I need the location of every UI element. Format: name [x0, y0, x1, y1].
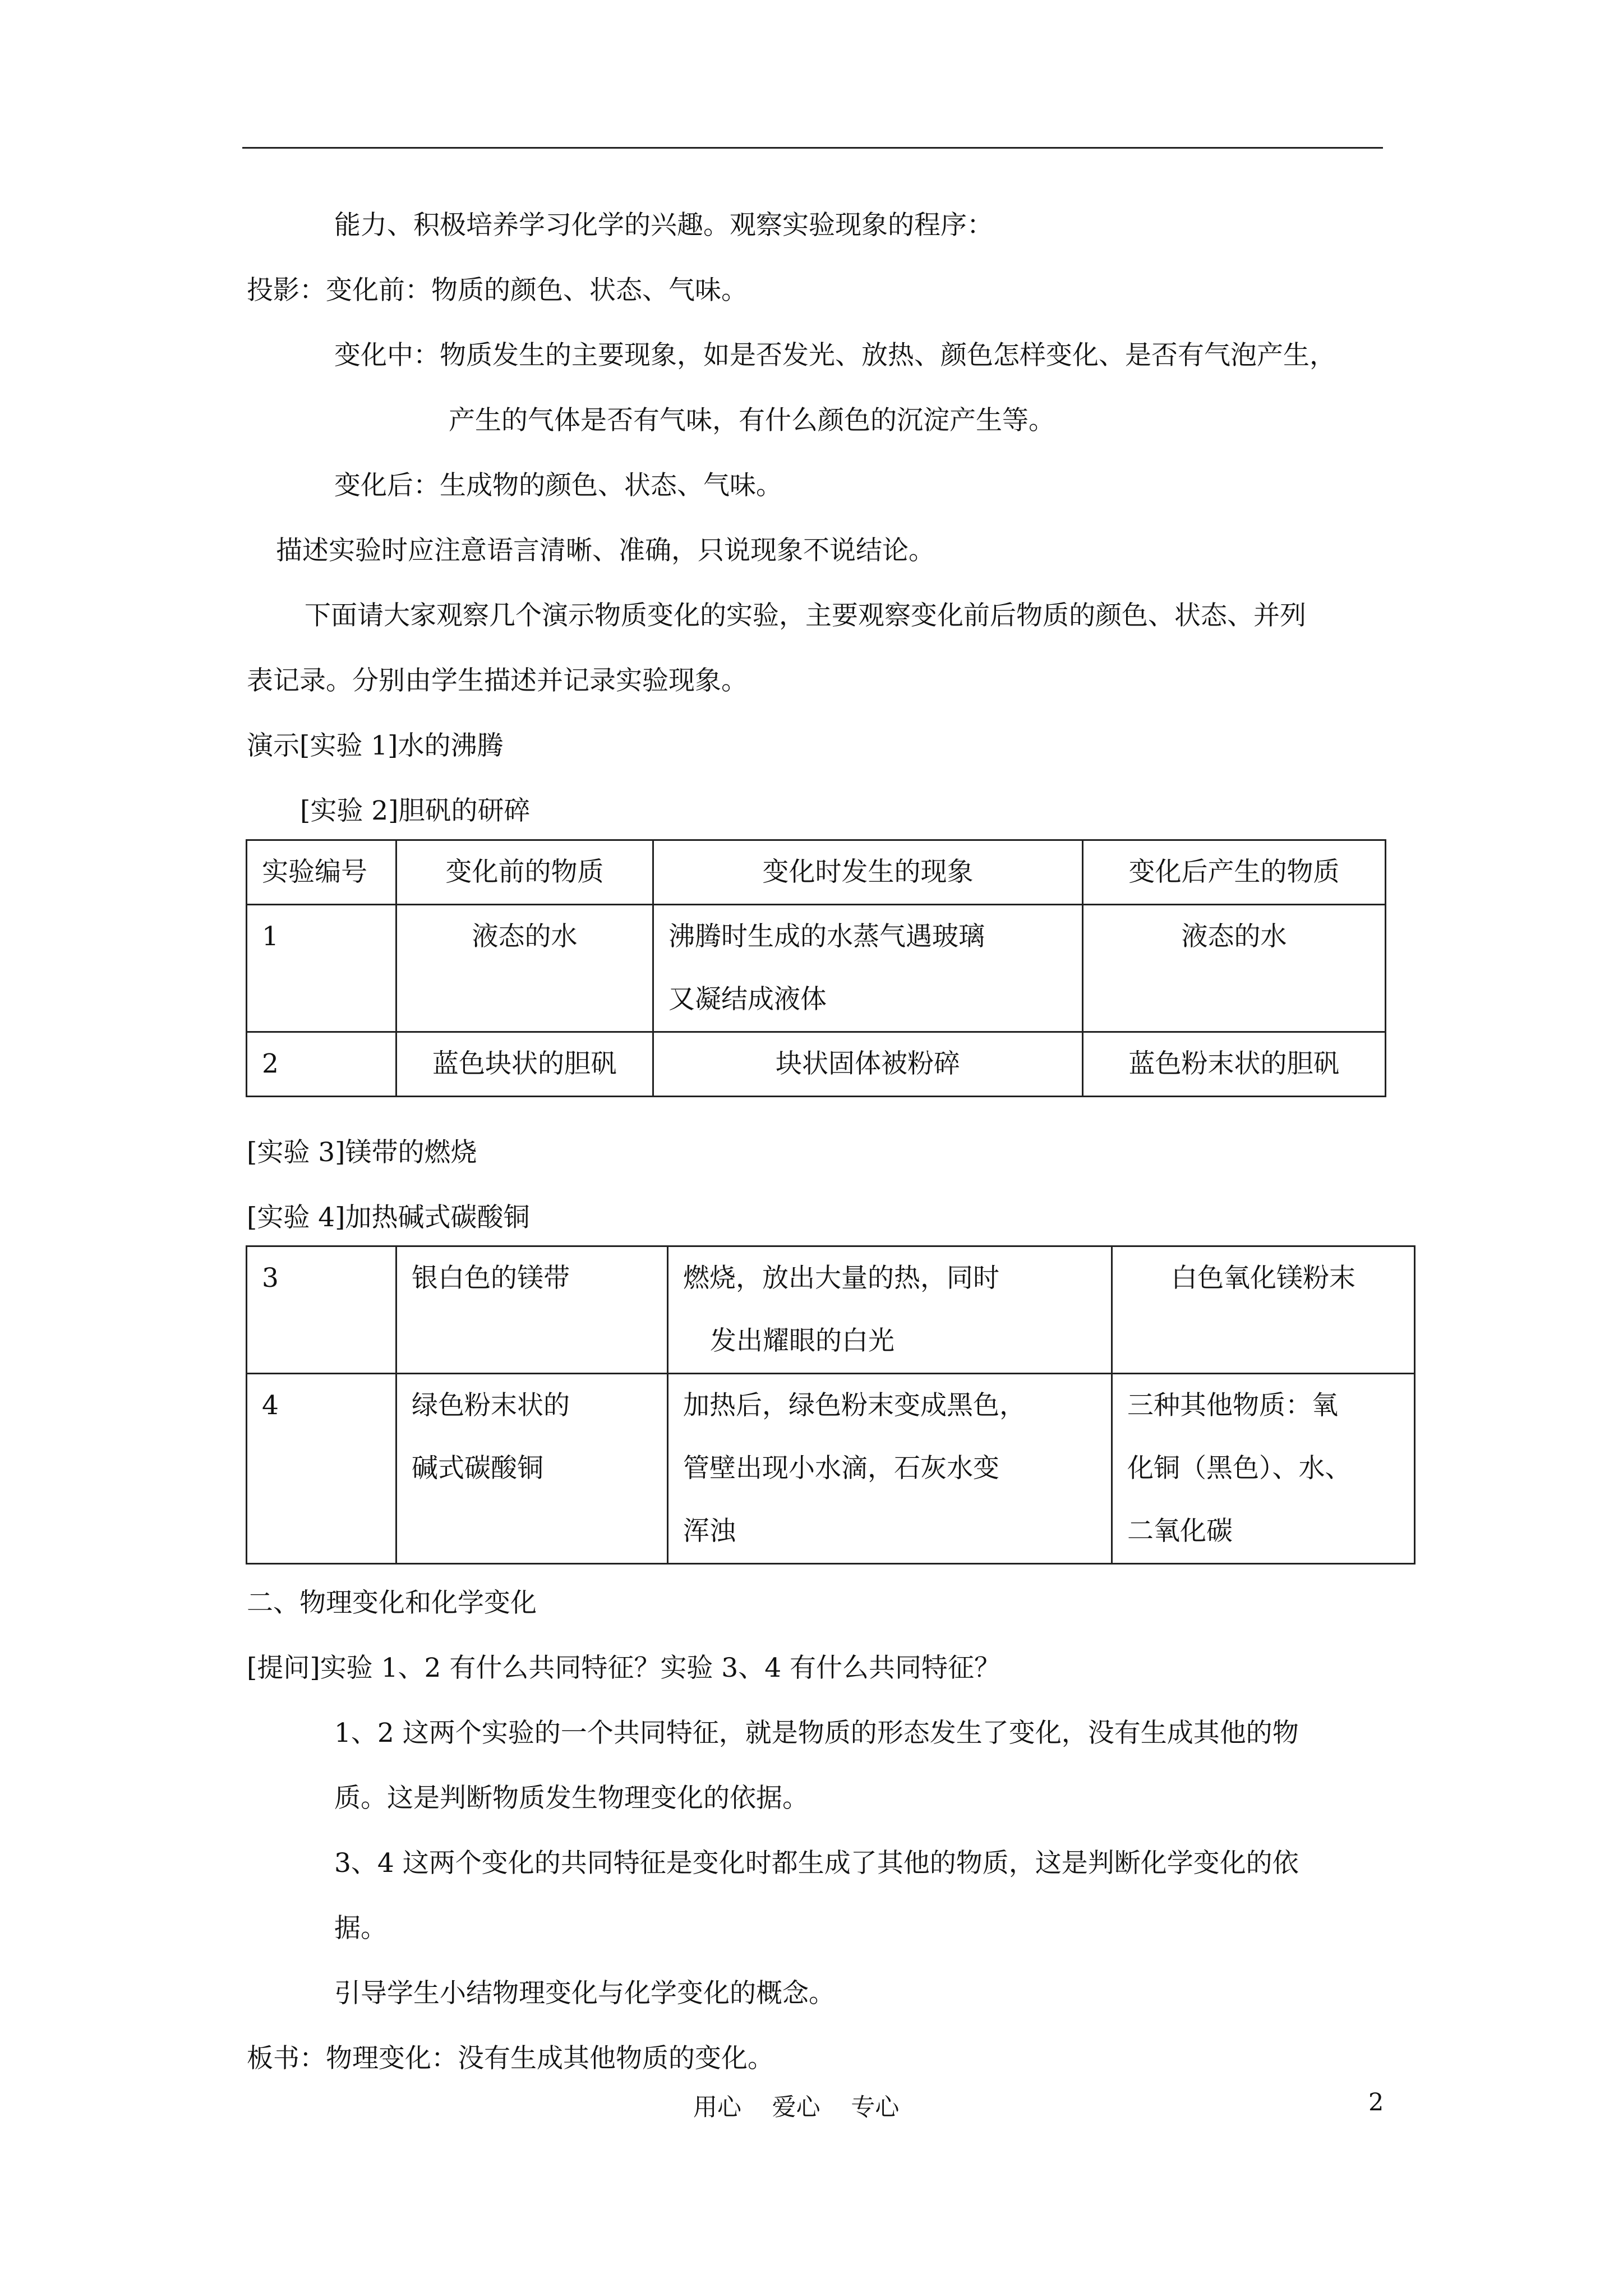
table-row [247, 1246, 1415, 1374]
projection-before: 投影：变化前：物质的颜色、状态、气味。 [247, 275, 748, 306]
cell-before: 蓝色块状的胆矾 [396, 1032, 653, 1097]
board-line: 板书：物理变化：没有生成其他物质的变化。 [247, 2043, 774, 2074]
cell-line: 燃烧，放出大量的热，同时 [683, 1263, 999, 1294]
experiment-3-title: [实验 3]镁带的燃烧 [247, 1137, 477, 1168]
header-cell: 变化后产生的物质 [1083, 840, 1386, 905]
describe-note: 描述实验时应注意语言清晰、准确，只说现象不说结论。 [276, 535, 935, 566]
header-cell: 变化前的物质 [396, 840, 653, 905]
answer2-line2: 据。 [334, 1913, 387, 1944]
table-header-row [247, 840, 1386, 905]
experiment-table-2 [246, 1245, 1415, 1565]
cell-after [1112, 1374, 1415, 1564]
cell-number: 4 [247, 1374, 396, 1564]
cell-line: 化铜（黑色）、水、 [1127, 1453, 1352, 1484]
cell-during [653, 905, 1083, 1032]
table-row [247, 905, 1386, 1032]
section-heading: 二、物理变化和化学变化 [247, 1588, 537, 1618]
cell-during [668, 1374, 1112, 1564]
guide-line: 引导学生小结物理变化与化学变化的概念。 [334, 1978, 835, 2009]
experiment-2-title: [实验 2]胆矾的研碎 [300, 795, 531, 826]
experiment-table-1 [246, 839, 1386, 1097]
cell-before: 银白色的镁带 [396, 1246, 668, 1374]
cell-number: 2 [247, 1032, 396, 1097]
cell-after: 白色氧化镁粉末 [1112, 1246, 1415, 1374]
cell-line: 又凝结成液体 [668, 984, 827, 1015]
cell-line: 浑浊 [683, 1516, 736, 1547]
intro-line1: 下面请大家观察几个演示物质变化的实验，主要观察变化前后物质的颜色、状态、并列 [305, 600, 1306, 631]
table-row [247, 1374, 1415, 1564]
cell-after: 蓝色粉末状的胆矾 [1083, 1032, 1386, 1097]
cell-during [668, 1246, 1112, 1374]
cell-before: 液态的水 [396, 905, 653, 1032]
cell-after: 液态的水 [1083, 905, 1386, 1032]
cell-line: 三种其他物质：氧 [1127, 1390, 1338, 1421]
answer1-line2: 质。这是判断物质发生物理变化的依据。 [334, 1783, 809, 1814]
projection-during-line1: 变化中：物质发生的主要现象，如是否发光、放热、颜色怎样变化、是否有气泡产生， [334, 340, 1336, 371]
answer2-line1: 3、4 这两个变化的共同特征是变化时都生成了其他的物质，这是判断化学变化的依 [334, 1848, 1299, 1879]
footer-motto: 用心 爱心 专心 [693, 2093, 900, 2122]
cell-line: 沸腾时生成的水蒸气遇玻璃 [668, 921, 985, 952]
page-number: 2 [1368, 2088, 1384, 2116]
header-cell: 实验编号 [247, 840, 396, 905]
question-line: [提问]实验 1、2 有什么共同特征？实验 3、4 有什么共同特征？ [247, 1653, 1001, 1683]
paragraph-line: 能力、积极培养学习化学的兴趣。观察实验现象的程序： [334, 210, 993, 241]
projection-during-line2: 产生的气体是否有气味，有什么颜色的沉淀产生等。 [449, 405, 1055, 436]
cell-during: 块状固体被粉碎 [653, 1032, 1083, 1097]
intro-line2: 表记录。分别由学生描述并记录实验现象。 [247, 665, 748, 696]
cell-line: 加热后，绿色粉末变成黑色， [683, 1390, 1026, 1421]
cell-line: 碱式碳酸铜 [412, 1453, 543, 1484]
header-cell: 变化时发生的现象 [653, 840, 1083, 905]
projection-after: 变化后：生成物的颜色、状态、气味。 [334, 470, 782, 501]
cell-before [396, 1374, 668, 1564]
cell-line: 管壁出现小水滴，石灰水变 [683, 1453, 999, 1484]
cell-line: 发出耀眼的白光 [710, 1326, 895, 1356]
table-row [247, 1032, 1386, 1097]
experiment-4-title: [实验 4]加热碱式碳酸铜 [247, 1202, 530, 1233]
answer1-line1: 1、2 这两个实验的一个共同特征，就是物质的形态发生了变化，没有生成其他的物 [334, 1718, 1299, 1749]
cell-line: 二氧化碳 [1127, 1516, 1233, 1547]
experiment-1-title: 演示[实验 1]水的沸腾 [247, 730, 504, 761]
cell-number: 1 [247, 905, 396, 1032]
cell-line: 绿色粉末状的 [412, 1390, 570, 1421]
header-rule [242, 147, 1383, 149]
cell-number: 3 [247, 1246, 396, 1374]
